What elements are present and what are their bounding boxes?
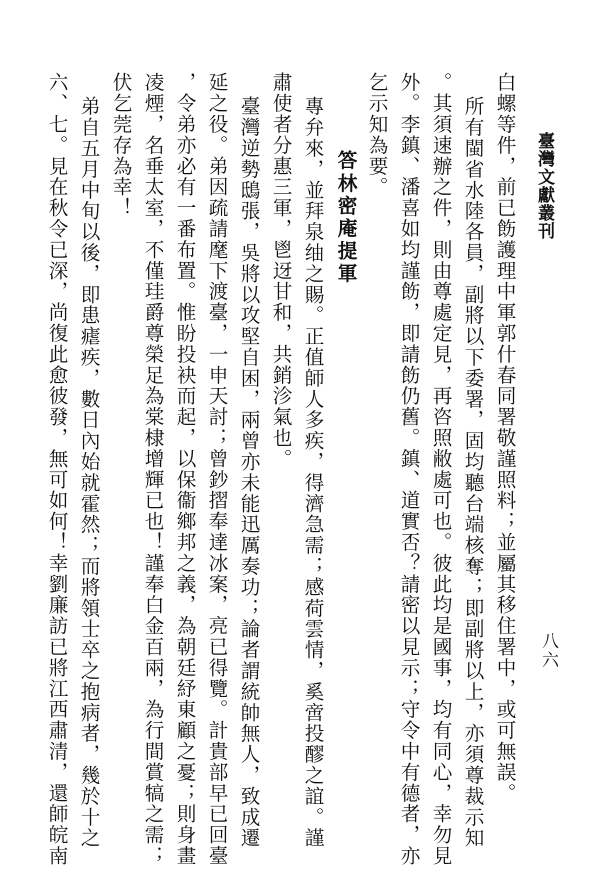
text-column-14: 伏乞莞存為幸！ bbox=[109, 72, 132, 219]
text-column-2: 所有閩省水陸各員，副將以下委署，固均聽台端核奪；即副將以上，亦須尊裁示知 bbox=[461, 96, 484, 849]
text-column-3: 。其須速辦之件，則由尊處定見，再咨照敝處可也。彼此均是國事，均有同心，幸勿見 bbox=[429, 72, 452, 867]
text-column-4: 外。李鎮、潘喜如均謹飭，即請飭仍舊。鎮、道實否？請密以見示；守令中有德者，亦 bbox=[397, 72, 420, 867]
text-column-5: 乞示知為要。 bbox=[365, 72, 388, 198]
text-column-13: 凌煙，名垂太室，不僅珪爵尊榮足為棠棣增輝已也！謹奉白金百兩，為行間賞犒之需； bbox=[141, 72, 164, 867]
running-head: 臺灣文獻叢刊 bbox=[534, 132, 554, 240]
text-column-1: 白螺等件，前已飭護理中軍郭什春同署敬謹照料；並屬其移住署中，或可無誤。 bbox=[493, 72, 516, 804]
text-column-10: 臺灣逆勢鴟張，吳將以攻堅自困，兩曾亦未能迅厲奏功；論者謂統帥無人，致成遷 bbox=[237, 96, 260, 849]
text-column-15: 弟自五月中旬以後，即患瘧疾，數日內始就霍然；而將領士卒之抱病者，幾於十之 bbox=[77, 96, 100, 849]
text-column-8: 專弁來，並拜泉䌷之賜。正值師人多疾，得濟急需；感荷雲情，奚啻投醪之誼。謹 bbox=[301, 96, 324, 849]
text-column-16: 六、七。見在秋令已深，尚復此愈彼發，無可如何！幸劉廉訪已將江西肅清，還師皖南 bbox=[45, 72, 68, 867]
page-number: 八六 bbox=[538, 632, 558, 670]
text-column-12: ，令弟亦必有一番布置。惟盼投袂而起，以保衞鄉邦之義，為朝廷紓東顧之憂；則身畫 bbox=[173, 72, 196, 867]
text-column-11: 延之役。弟因疏請麾下渡臺，一申天討；曾鈔摺奉達冰案，亮已得覽。計貴部早已回臺 bbox=[205, 72, 228, 867]
text-column-9: 肅使者分惠三軍，鬯迓甘和，共銷沴氣也。 bbox=[269, 72, 292, 470]
letter-heading: 答林密庵提軍 bbox=[334, 150, 357, 286]
